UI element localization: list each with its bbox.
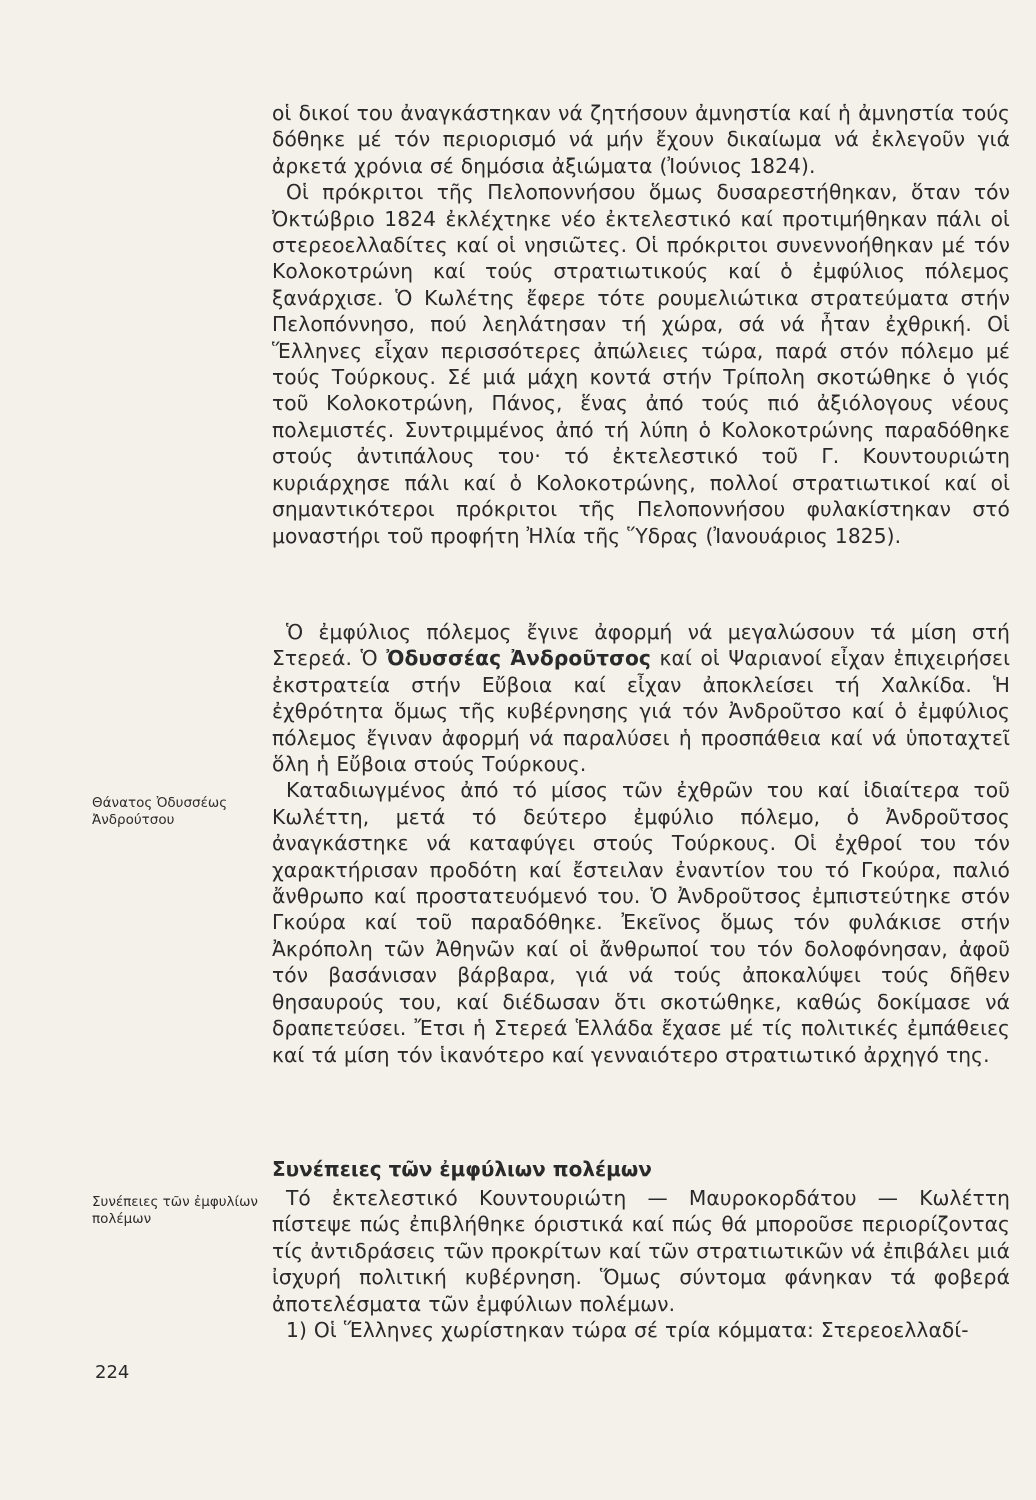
paragraph-5: Τό ἐκτελεστικό Κουντουριώτη — Μαυροκορδάτου — Κωλέττη πίστεψε πώς ἐπιβλήθηκε όριστικά καί πώς θά μποροῦσε περιορίζοντας τίς ἀντιδράσεις τῶν προκρίτων καί τῶν στρατιωτικῶν νά ἐπιβάλει μιά ἰσχυρή πολιτική κυβέρνηση. Ὅμως σύντομα φάνηκαν τά φοβερά ἀποτελέσματα τῶν ἐμφύλιων πολέμων. <box>272 1186 1010 1316</box>
paragraph-3-end: καί οἱ Ψαριανοί εἶχαν ἐπιχειρήσει ἐκστρατεία στήν Εὔβοια καί εἶχαν ἀποκλείσει τή Χαλκίδα. Ἡ ἐχθρότητα ὅμως τῆς κυβέρνησης γιά τόν Ἀνδροῦτσο καί ὁ ἐμφύλιος πόλεμος ἔγιναν ἀφορμή νά παραλύσει ἡ προσπάθεια καί νά ὑποταχτεῖ ὅλη ἡ Εὔβοια στούς Τούρκους. <box>272 646 1010 777</box>
paragraph-3-start: Ὁ ἐμφύλιος πόλεμος ἔγινε ἀφορμή νά μεγαλώσουν τά μίση στή Στερεά. Ὁ <box>272 620 1010 671</box>
margin-note-consequences: Συνέπειες τῶν ἐμφυλίων πολέμων <box>92 1194 258 1227</box>
person-name-androutsos: Ὀδυσσέας Ἀνδροῦτσος <box>386 646 651 671</box>
page-number: 224 <box>95 1362 130 1383</box>
body-text-block-3 <box>272 1185 1010 1343</box>
section-heading: Συνέπειες τῶν ἐμφύλιων πολέμων <box>272 1157 652 1181</box>
paragraph-6: 1) Οἱ Ἕλληνες χωρίστηκαν τώρα σέ τρία κόμματα: Στερεοελλαδί- <box>286 1318 969 1343</box>
paragraph-1: οἱ δικοί του ἀναγκάστηκαν νά ζητήσουν ἀμνηστία καί ἡ ἀμνηστία τούς δόθηκε μέ τόν περιορισμό νά μήν ἔχουν δικαίωμα νά ἐκλεγοῦν γιά ἀρκετά χρόνια σέ δημόσια ἀξιώματα (Ἰούνιος 1824). <box>272 101 1010 178</box>
body-text-block-1 <box>272 100 1010 549</box>
paragraph-4: Καταδιωγμένος ἀπό τό μίσος τῶν ἐχθρῶν του καί ἰδιαίτερα τοῦ Κωλέττη, μετά τό δεύτερο ἐμφύλιο πόλεμο, ὁ Ἀνδροῦτσος ἀναγκάστηκε νά καταφύγει στούς Τούρκους. Οἱ ἐχθροί του τόν χαρακτήρισαν προδότη καί ἔστειλαν ἐναντίον του τό Γκούρα, παλιό ἄνθρωπο καί προστατευόμενό του. Ὁ Ἀνδροῦτσος ἐμπιστεύτηκε στόν Γκούρα καί τοῦ παραδόθηκε. Ἐκεῖνος ὅμως τόν φυλάκισε στήν Ἀκρόπολη τῶν Ἀθηνῶν καί οἱ ἄνθρωποί του τόν δολοφόνησαν, ἀφοῦ τόν βασάνισαν βάρβαρα, γιά νά τούς ἀποκαλύψει τούς δῆθεν θησαυρούς του, καί διέδωσαν ὅτι σκοτώθηκε, καθώς δοκίμασε νά δραπετεύσει. Ἔτσι ἡ Στερεά Ἑλλάδα ἔχασε μέ τίς πολιτικές ἐμπάθειες καί τά μίση τόν ἱκανότερο καί γενναιότερο στρατιωτικό ἀρχηγό της. <box>272 778 1010 1067</box>
paragraph-2: Οἱ πρόκριτοι τῆς Πελοποννήσου ὅμως δυσαρεστήθηκαν, ὅταν τόν Ὀκτώβριο 1824 ἐκλέχτηκε νέο ἐκτελεστικό καί προτιμήθηκαν πάλι οἱ στερεοελλαδίτες καί οἱ νησιῶτες. Οἱ πρόκριτοι συνεννοήθηκαν μέ τόν Κολοκοτρώνη καί τούς στρατιωτικούς καί ὁ ἐμφύλιος πόλεμος ξανάρχισε. Ὁ Κωλέτης ἔφερε τότε ρουμελιώτικα στρατεύματα στήν Πελοπόννησο, πού λεηλάτησαν τή χώρα, σά νά ἦταν ἐχθρική. Οἱ Ἕλληνες εἶχαν περισσότερες ἀπώλειες τώρα, παρά στόν πόλεμο μέ τούς Τούρκους. Σέ μιά μάχη κοντά στήν Τρίπολη σκοτώθηκε ὁ γιός τοῦ Κολοκοτρώνη, Πάνος, ἕνας ἀπό τούς πιό ἀξιόλογους νέους πολεμιστές. Συντριμμένος ἀπό τή λύπη ὁ Κολοκοτρώνης παραδόθηκε στούς ἀντιπάλους του· τό ἐκτελεστικό τοῦ Γ. Κουντουριώτη κυριάρχησε πάλι καί ὁ Κολοκοτρώνης, πολλοί στρατιωτικοί καί οἱ σημαντικότεροι πρόκριτοι τῆς Πελοποννήσου φυλακίστηκαν στό μοναστήρι τοῦ προφήτη Ἠλία τῆς Ὕδρας (Ἰανουάριος 1825). <box>272 180 1010 548</box>
margin-note-death-of-androutsos: Θάνατος Ὀδυσσέως Ἀνδρούτσου <box>92 795 228 828</box>
body-text-block-2 <box>272 619 1010 1068</box>
paragraph-3 <box>272 619 1010 777</box>
